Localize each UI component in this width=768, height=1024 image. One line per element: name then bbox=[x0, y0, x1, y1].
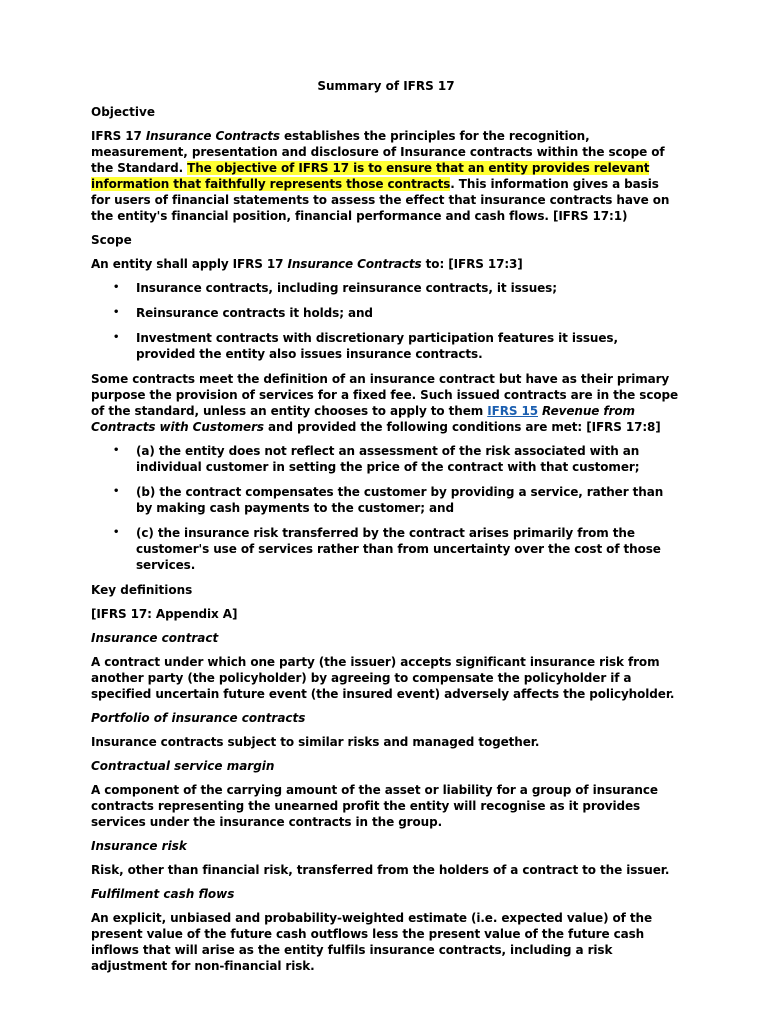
definition-term: Insurance contract bbox=[91, 631, 219, 645]
objective-highlight: The objective of IFRS 17 is to ensure that an entity provides relevant information that faithfully represents those contracts bbox=[91, 161, 650, 191]
bullet-icon: • bbox=[113, 445, 120, 456]
definition-term: Portfolio of insurance contracts bbox=[91, 711, 306, 725]
definition-term: Contractual service margin bbox=[91, 759, 275, 773]
objective-text-a: IFRS 17 bbox=[91, 129, 146, 143]
conditions-bullet-list bbox=[91, 443, 681, 573]
scope-heading: Scope bbox=[91, 233, 132, 247]
condition-text: (a) the entity does not reflect an assessment of the risk associated with an individual customer in setting the price of the contract with that customer; bbox=[136, 444, 640, 474]
definition-text: Risk, other than financial risk, transferred from the holders of a contract to the issuer. bbox=[91, 863, 670, 877]
scope-intro bbox=[91, 256, 681, 272]
scope-bullet-list bbox=[91, 280, 681, 362]
list-item bbox=[91, 443, 681, 475]
bullet-icon: • bbox=[113, 332, 120, 343]
definition-text: A component of the carrying amount of the asset or liability for a group of insurance contracts representing the unearned profit the entity will recognise as it provides services under the insurance contracts in the group. bbox=[91, 783, 658, 829]
list-item bbox=[91, 330, 681, 362]
list-item bbox=[91, 484, 681, 516]
objective-paragraph bbox=[91, 128, 681, 224]
definition-text: A contract under which one party (the issuer) accepts significant insurance risk from another party (the policyholder) by agreeing to compensate the policyholder if a specified uncertain future event (the insured event) adversely affects the policyholder. bbox=[91, 655, 675, 701]
scope-intro-c: to: [IFRS 17:3] bbox=[421, 257, 523, 271]
list-item bbox=[91, 305, 681, 321]
bullet-icon: • bbox=[113, 527, 120, 538]
list-item bbox=[91, 525, 681, 573]
definition-text: Insurance contracts subject to similar risks and managed together. bbox=[91, 735, 540, 749]
services-standard-name: Revenue from Contracts with Customers bbox=[91, 404, 635, 434]
bullet-icon: • bbox=[113, 282, 120, 293]
bullet-icon: • bbox=[113, 486, 120, 497]
document-page bbox=[91, 78, 681, 982]
ifrs15-link[interactable]: IFRS 15 bbox=[487, 404, 538, 418]
definition-text: An explicit, unbiased and probability-weighted estimate (i.e. expected value) of the present value of the future cash outflows less the present value of the future cash inflows that will arise as the entity fulfils insurance contracts, including a risk adjustment for non-financial risk. bbox=[91, 911, 652, 973]
bullet-icon: • bbox=[113, 307, 120, 318]
objective-text-d: . This information gives a basis for users of financial statements to assess the effect that insurance contracts have on the entity's financial position, financial performance and cash flows. [IFRS 17:1) bbox=[91, 177, 670, 223]
document-title: Summary of IFRS 17 bbox=[317, 79, 455, 93]
appendix-reference: [IFRS 17: Appendix A] bbox=[91, 607, 238, 621]
objective-heading: Objective bbox=[91, 105, 155, 119]
condition-text: (c) the insurance risk transferred by the contract arises primarily from the customer's use of services rather than from uncertainty over the cost of those services. bbox=[136, 526, 661, 572]
scope-bullet-text: Reinsurance contracts it holds; and bbox=[136, 306, 373, 320]
services-text-a: Some contracts meet the definition of an insurance contract but have as their primary purpose the provision of services for a fixed fee. Such issued contracts are in the scope of the standard, unless an entity chooses to apply to them bbox=[91, 372, 679, 418]
scope-intro-a: An entity shall apply IFRS 17 bbox=[91, 257, 288, 271]
key-definitions-heading: Key definitions bbox=[91, 583, 193, 597]
objective-standard-name: Insurance Contracts bbox=[145, 129, 280, 143]
scope-intro-standard-name: Insurance Contracts bbox=[287, 257, 422, 271]
scope-bullet-text: Insurance contracts, including reinsurance contracts, it issues; bbox=[136, 281, 557, 295]
services-text-d: and provided the following conditions are met: [IFRS 17:8] bbox=[263, 420, 661, 434]
objective-text-c: establishes the principles for the recognition, measurement, presentation and disclosure of Insurance contracts within the scope of the Standard. bbox=[91, 129, 665, 175]
definition-term: Fulfilment cash flows bbox=[91, 887, 235, 901]
condition-text: (b) the contract compensates the customer by providing a service, rather than by making cash payments to the customer; and bbox=[136, 485, 664, 515]
scope-bullet-text: Investment contracts with discretionary participation features it issues, provided the entity also issues insurance contracts. bbox=[136, 331, 618, 361]
list-item bbox=[91, 280, 681, 296]
definition-term: Insurance risk bbox=[91, 839, 187, 853]
services-paragraph bbox=[91, 371, 681, 435]
